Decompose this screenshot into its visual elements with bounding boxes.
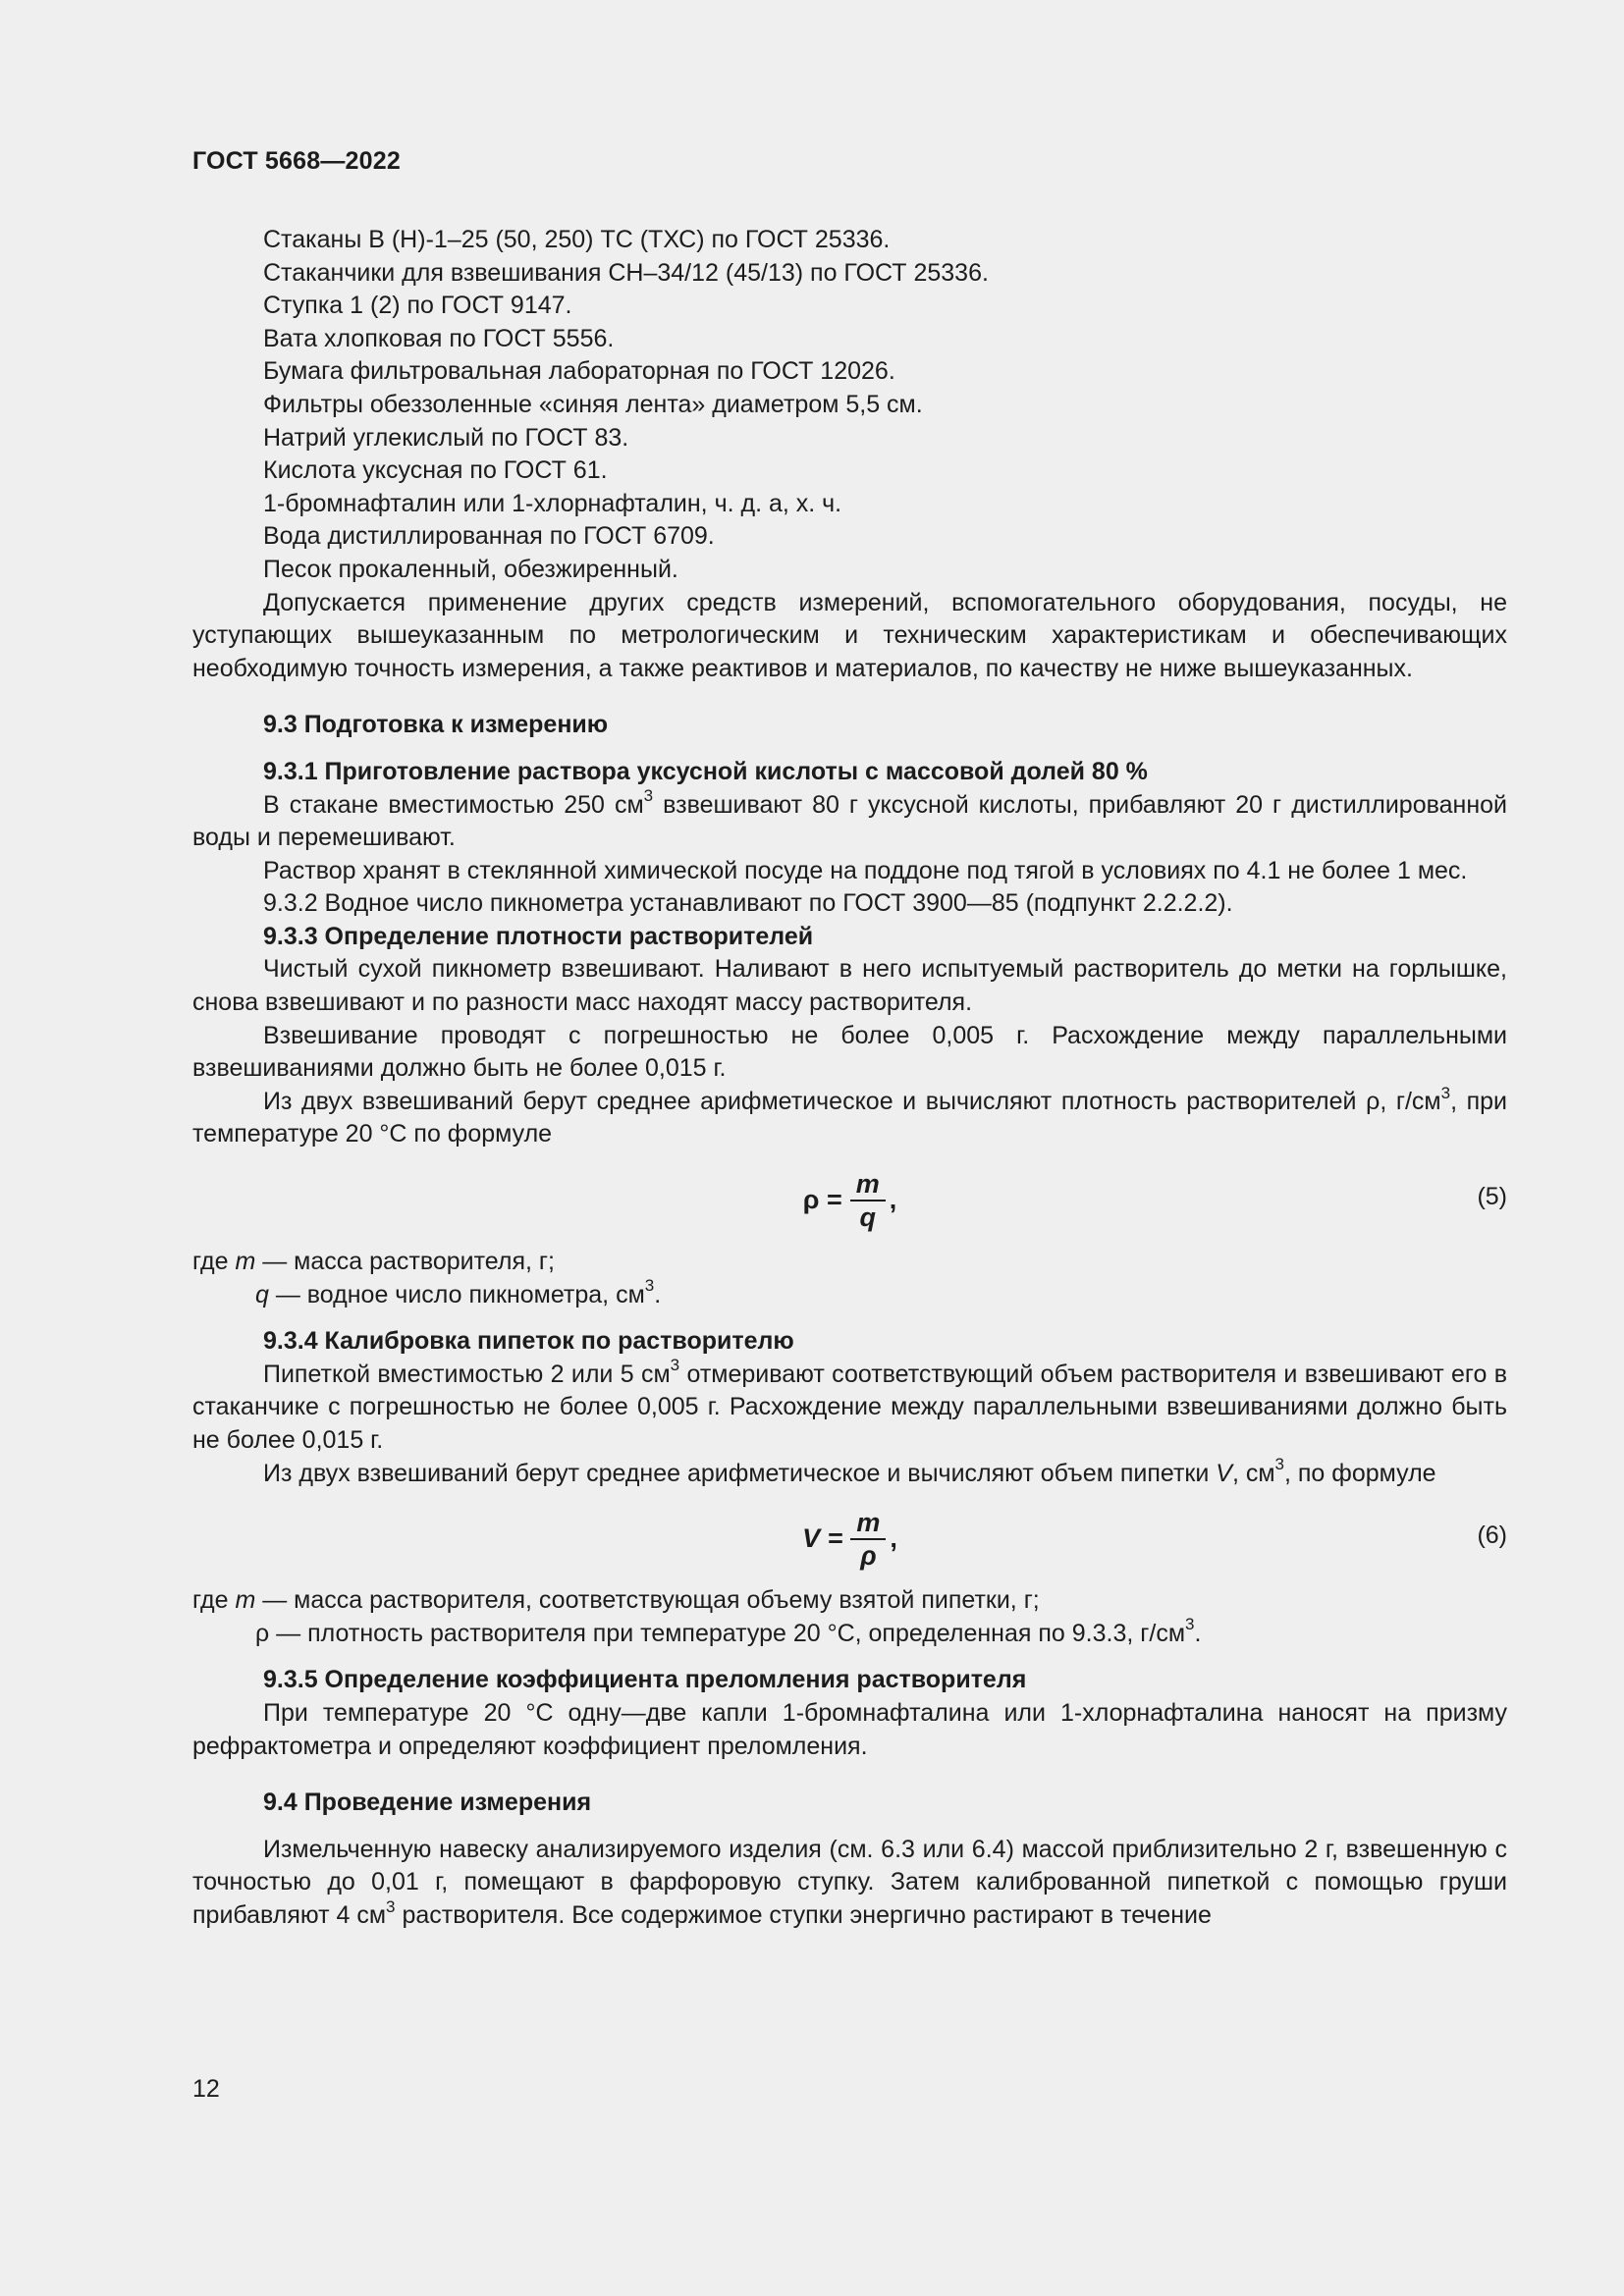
where-line xyxy=(192,1584,1507,1618)
list-item: Фильтры обеззоленные «синяя лента» диаметром 5,5 см. xyxy=(263,390,923,418)
symbol: m xyxy=(235,1586,256,1615)
text-run: В стакане вместимостью 250 см xyxy=(263,790,644,819)
superscript: 3 xyxy=(643,786,654,806)
text-run: . xyxy=(1194,1619,1202,1647)
formula-tail: , xyxy=(890,1523,897,1554)
paragraph xyxy=(192,1455,1507,1491)
fraction-denominator: q xyxy=(859,1202,876,1233)
where-line xyxy=(192,1246,1507,1279)
text-run: взвешивают 80 г уксусной кислоты, прибавляют 20 г дистиллированной воды и перемешивают. xyxy=(192,790,1507,852)
list-item: Натрий углекислый по ГОСТ 83. xyxy=(263,423,629,452)
formula-lhs: V = xyxy=(802,1523,843,1554)
list-item: Стаканы В (Н)-1–25 (50, 250) ТС (ТХС) по ГОСТ 25336. xyxy=(263,226,891,253)
superscript: 3 xyxy=(670,1356,680,1375)
text-run: — масса растворителя, соответствующая объему взятой пипетки, г; xyxy=(255,1586,1040,1615)
where-block xyxy=(192,1584,1507,1650)
section-9-3-2: 9.3.2 Водное число пикнометра устанавливают по ГОСТ 3900—85 (подпункт 2.2.2.2). xyxy=(263,889,1233,918)
text-run: — плотность растворителя при температуре 20 °С, определенная по 9.3.3, г/см xyxy=(269,1619,1186,1647)
section-heading-9-3-4: 9.3.4 Калибровка пипеток по растворителю xyxy=(263,1327,794,1356)
equation-number: (6) xyxy=(1477,1522,1507,1550)
document-header: ГОСТ 5668—2022 xyxy=(192,147,401,175)
formula-lhs: ρ = xyxy=(802,1185,842,1215)
text-run: отмеривают соответствующий объем растворителя и взвешивают его в стаканчике с погрешностью не более 0,005 г. Расхождение между параллельными взвешиваниями должно быть не более 0,015 г. xyxy=(192,1360,1507,1454)
text-run: Из двух взвешиваний берут среднее арифметическое и вычисляют плотность растворителей ρ, г/см xyxy=(263,1087,1441,1115)
formula-expression xyxy=(192,1498,1507,1580)
symbol: m xyxy=(235,1248,256,1276)
where-line xyxy=(192,1615,1507,1651)
text-run: Пипеткой вместимостью 2 или 5 см xyxy=(263,1360,671,1388)
text-run: Измельченную навеску анализируемого изделия (см. 6.3 или 6.4) массой приблизительно 2 г, взвешенную с точностью до 0,01 г, помещают в фарфоровую ступку. Затем калиброванной пипеткой с помощью груши прибавляют 4 см xyxy=(192,1835,1507,1929)
text-run: где xyxy=(192,1586,236,1615)
paragraph: Чистый сухой пикнометр взвешивают. Наливают в него испытуемый растворитель до метки на горлышке, снова взвешивают и по разности масс находят массу растворителя. xyxy=(192,955,1507,1017)
section-heading-9-3-3: 9.3.3 Определение плотности растворителей xyxy=(263,922,814,950)
formula-5 xyxy=(192,1159,1507,1242)
paragraph: Взвешивание проводят с погрешностью не более 0,005 г. Расхождение между параллельными взвешиваниями должно быть не более 0,015 г. xyxy=(192,1021,1507,1083)
where-block xyxy=(192,1246,1507,1311)
text-run: — водное число пикнометра, см xyxy=(268,1280,645,1308)
fraction-denominator: ρ xyxy=(860,1541,877,1572)
equation-number: (5) xyxy=(1477,1183,1507,1211)
formula-expression xyxy=(192,1159,1507,1242)
section-heading-9-3-5: 9.3.5 Определение коэффициента преломления растворителя xyxy=(263,1666,1027,1694)
where-line xyxy=(192,1276,1507,1312)
text-run: где xyxy=(192,1248,236,1276)
text-run: , по формуле xyxy=(1284,1459,1436,1487)
fraction-numerator: m xyxy=(850,1171,886,1201)
section-heading-9-3-1: 9.3.1 Приготовление раствора уксусной кислоты с массовой долей 80 % xyxy=(263,757,1148,785)
section-heading-9-4: 9.4 Проведение измерения xyxy=(263,1789,592,1817)
list-item: Вода дистиллированная по ГОСТ 6709. xyxy=(263,522,715,551)
list-item: Песок прокаленный, обезжиренный. xyxy=(263,555,678,583)
list-item: Вата хлопковая по ГОСТ 5556. xyxy=(263,324,615,352)
symbol: V xyxy=(1216,1459,1232,1487)
fraction xyxy=(850,1508,886,1572)
paragraph xyxy=(192,1356,1507,1458)
text-run: . xyxy=(654,1280,662,1308)
page-number: 12 xyxy=(192,2075,220,2103)
paragraph xyxy=(192,786,1507,855)
text-run: растворителя. Все содержимое ступки энергично растирают в течение xyxy=(395,1900,1212,1929)
paragraph xyxy=(192,1834,1507,1933)
formula-tail: , xyxy=(889,1185,897,1215)
formula-6 xyxy=(192,1498,1507,1580)
paragraph xyxy=(192,1083,1507,1151)
superscript: 3 xyxy=(644,1276,655,1296)
list-item: Ступка 1 (2) по ГОСТ 9147. xyxy=(263,292,572,320)
text-run: — масса растворителя, г; xyxy=(255,1248,555,1276)
list-item: Стаканчики для взвешивания СН–34/12 (45/13) по ГОСТ 25336. xyxy=(263,258,989,287)
allowance-paragraph: Допускается применение других средств измерений, вспомогательного оборудования, посуды, не уступающих вышеуказанным по метрологическим и техническим характеристикам и обеспечивающих необходимую точность измерения, а также реактивов и материалов, по качеству не ниже вышеуказанных. xyxy=(192,588,1507,682)
text-run: , при температуре 20 °С по формуле xyxy=(192,1087,1507,1148)
superscript: 3 xyxy=(386,1896,396,1916)
superscript: 3 xyxy=(1440,1083,1451,1102)
list-item: 1-бромнафталин или 1-хлорнафталин, ч. д. а, х. ч. xyxy=(263,489,842,517)
superscript: 3 xyxy=(1185,1615,1195,1634)
fraction-numerator: m xyxy=(850,1510,886,1540)
fraction xyxy=(850,1169,886,1233)
document-body xyxy=(192,224,1507,1933)
symbol: q xyxy=(255,1280,269,1308)
paragraph: Раствор хранят в стеклянной химической посуде на поддоне под тягой в условиях по 4.1 не более 1 мес. xyxy=(263,856,1468,884)
paragraph: При температуре 20 °С одну—две капли 1-бромнафталина или 1-хлорнафталина наносят на призму рефрактометра и определяют коэффициент преломления. xyxy=(192,1698,1507,1760)
list-item: Бумага фильтровальная лабораторная по ГОСТ 12026. xyxy=(263,357,895,386)
section-heading-9-3: 9.3 Подготовка к измерению xyxy=(263,711,609,739)
symbol: ρ xyxy=(255,1619,270,1647)
text-run: , см xyxy=(1231,1459,1275,1487)
superscript: 3 xyxy=(1274,1455,1284,1474)
text-run: Из двух взвешиваний берут среднее арифметическое и вычисляют объем пипетки xyxy=(263,1459,1217,1487)
list-item: Кислота уксусная по ГОСТ 61. xyxy=(263,456,608,485)
